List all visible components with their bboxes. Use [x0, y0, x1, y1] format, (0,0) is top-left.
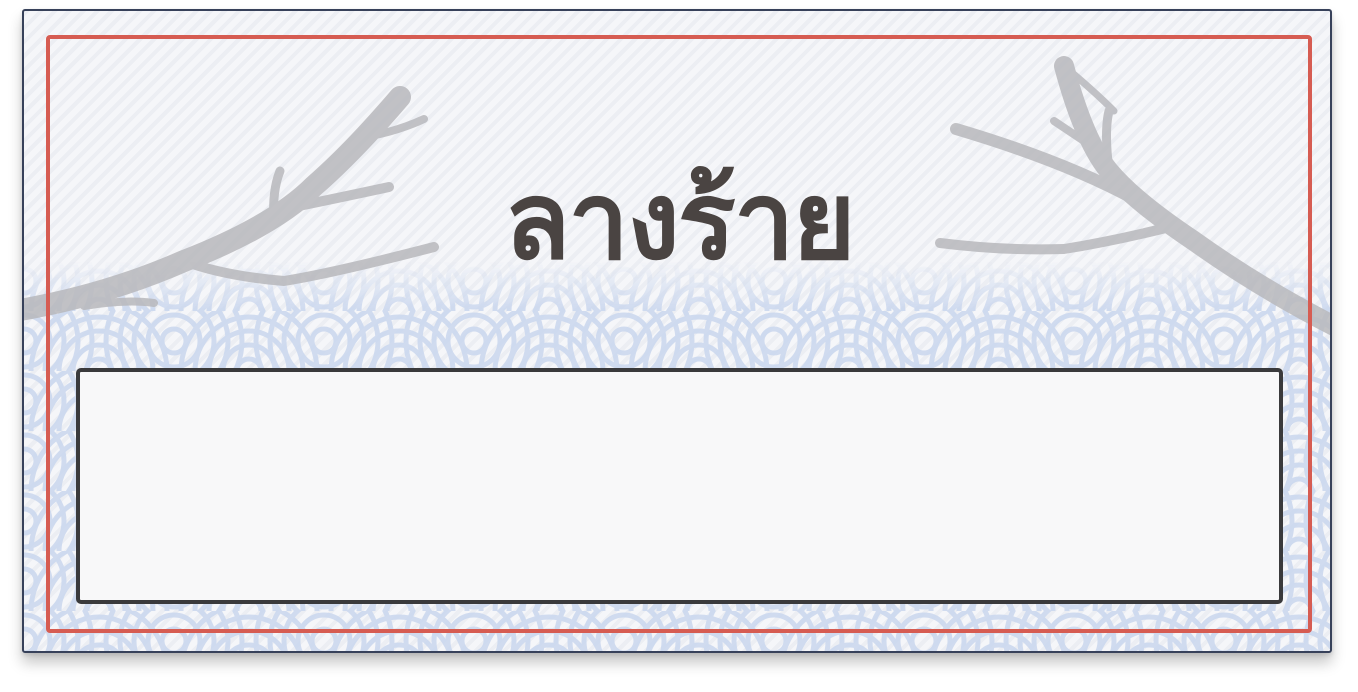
card-title: ลางร้าย: [504, 158, 854, 284]
content-box: [76, 368, 1283, 604]
omen-card: [22, 9, 1332, 653]
